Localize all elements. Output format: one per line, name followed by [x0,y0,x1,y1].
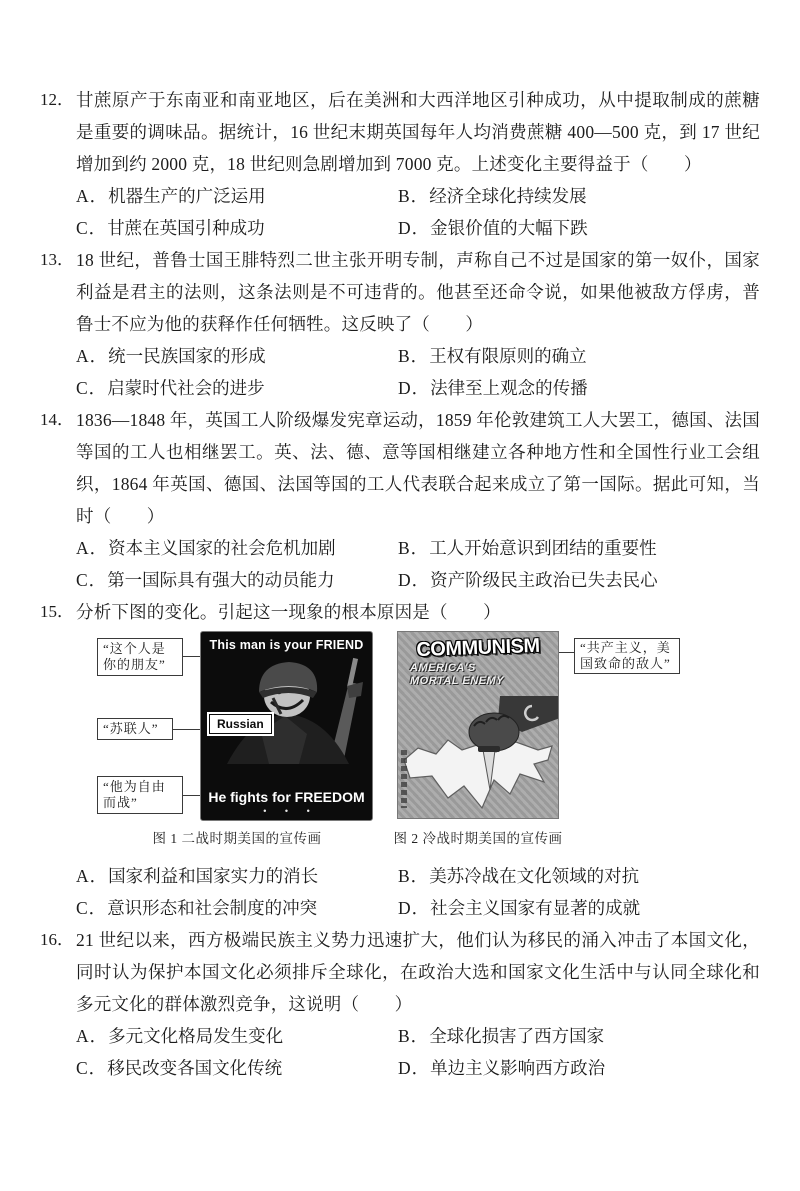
option-16-b: B．全球化损害了西方国家 [398,1026,605,1046]
options-row [76,180,760,212]
options-row [76,860,760,892]
question-13 [40,244,760,404]
question-stem: 1836—1848 年，英国工人阶级爆发宪章运动，1859 年伦敦建筑工人大罢工，德国、法国等国的工人也相继罢工。英、法、德、意等国相继建立各种地方性和全国性行业工会组织，1864 年英国、德国、法国等国的工人代表联合起来成立了第一国际。据此可知，当时（ ） [76,410,760,526]
option-13-a: A．统一民族国家的形成 [76,346,266,366]
option-14-d: D．资产阶级民主政治已失去民心 [398,570,658,590]
question-number: 15． [40,602,74,621]
question-stem: 分析下图的变化。引起这一现象的根本原因是（ ） [76,602,501,622]
option-15-b: B．美苏冷战在文化领域的对抗 [398,866,640,886]
option-12-d: D．金银价值的大幅下跌 [398,218,588,238]
ww2-poster [200,631,373,821]
question-stem: 甘蔗原产于东南亚和南亚地区，后在美洲和大西洋地区引种成功，从中提取制成的蔗糖是重要的调味品。据统计，16 世纪末期英国每年人均消费蔗糖 400—500 克，到 17 世纪增加到约 2000 克，18 世纪则急剧增加到 7000 克。上述变化主要得益于（ ） [76,90,760,174]
poster1-top-text: This man is your FRIEND [209,638,364,652]
connector-line [559,652,574,653]
callout-this-man-friend: “这个人是你的朋友” [97,638,183,676]
callout-fights-freedom: “他为自由而战” [97,776,183,814]
russian-label: Russian [209,714,272,734]
options-row [76,564,760,596]
question-number: 13． [40,250,74,269]
poster2-subtitle: AMERICA'S MORTAL ENEMY [410,662,505,687]
propaganda-posters-figure [76,629,760,857]
connector-line [183,795,201,796]
option-12-a: A．机器生产的广泛运用 [76,186,266,206]
option-14-c: C．第一国际具有强大的动员能力 [76,570,335,590]
option-16-d: D．单边主义影响西方政治 [398,1058,606,1078]
options-row [76,1052,760,1084]
soldier-illustration [201,654,372,789]
option-16-a: A．多元文化格局发生变化 [76,1026,284,1046]
options-row [76,1020,760,1052]
option-12-b: B．经济全球化持续发展 [398,186,587,206]
options-row [76,532,760,564]
soldier-drawing [201,654,372,764]
figure1-caption: 图 1 二战时期美国的宣传画 [152,831,322,846]
option-13-b: B．王权有限原则的确立 [398,346,587,366]
option-16-c: C．移民改变各国文化传统 [76,1058,283,1078]
artist-credit-strip [401,750,407,808]
option-15-c: C．意识形态和社会制度的冲突 [76,898,318,918]
poster1-bottom-text: He fights for FREEDOM [208,789,365,805]
question-stem: 21 世纪以来，西方极端民族主义势力迅速扩大，他们认为移民的涌入冲击了本国文化，同时认为保护本国文化必须排斥全球化，在政治大选和国家文化生活中与认同全球化和多元文化的群体激烈竞争，这说明（ ） [76,930,760,1014]
question-number: 12． [40,90,74,109]
question-16 [40,924,760,1084]
callout-communism-enemy: “共产主义，美国致命的敌人” [574,638,680,674]
coldwar-poster [397,631,559,819]
fist-dagger-map-illustration [398,696,559,818]
option-14-b: B．工人开始意识到团结的重要性 [398,538,657,558]
question-stem: 18 世纪，普鲁士国王腓特烈二世主张开明专制，声称自己不过是国家的第一奴仆，国家利益是君主的法则，这条法则是不可违背的。他甚至还命令说，如果他被敌方俘虏，普鲁士不应为他的获释作任何牺牲。这反映了（ ） [76,250,760,334]
question-12 [40,84,760,244]
options-row [76,212,760,244]
connector-line [183,656,201,657]
option-12-c: C．甘蔗在英国引种成功 [76,218,265,238]
question-14 [40,404,760,596]
callout-soviet-person: “苏联人” [97,718,173,740]
option-15-d: D．社会主义国家有显著的成就 [398,898,641,918]
poster1-dots: • • • [263,806,318,816]
poster2-title: COMMUNISM [415,634,540,662]
connector-line [173,729,201,730]
option-14-a: A．资本主义国家的社会危机加剧 [76,538,336,558]
option-15-a: A．国家利益和国家实力的消长 [76,866,319,886]
options-row [76,892,760,924]
question-15 [40,596,760,924]
question-number: 16． [40,930,74,949]
option-13-c: C．启蒙时代社会的进步 [76,378,265,398]
question-number: 14． [40,410,74,429]
options-row [76,340,760,372]
option-13-d: D．法律至上观念的传播 [398,378,588,398]
figure2-caption: 图 2 冷战时期美国的宣传画 [393,831,563,846]
options-row [76,372,760,404]
